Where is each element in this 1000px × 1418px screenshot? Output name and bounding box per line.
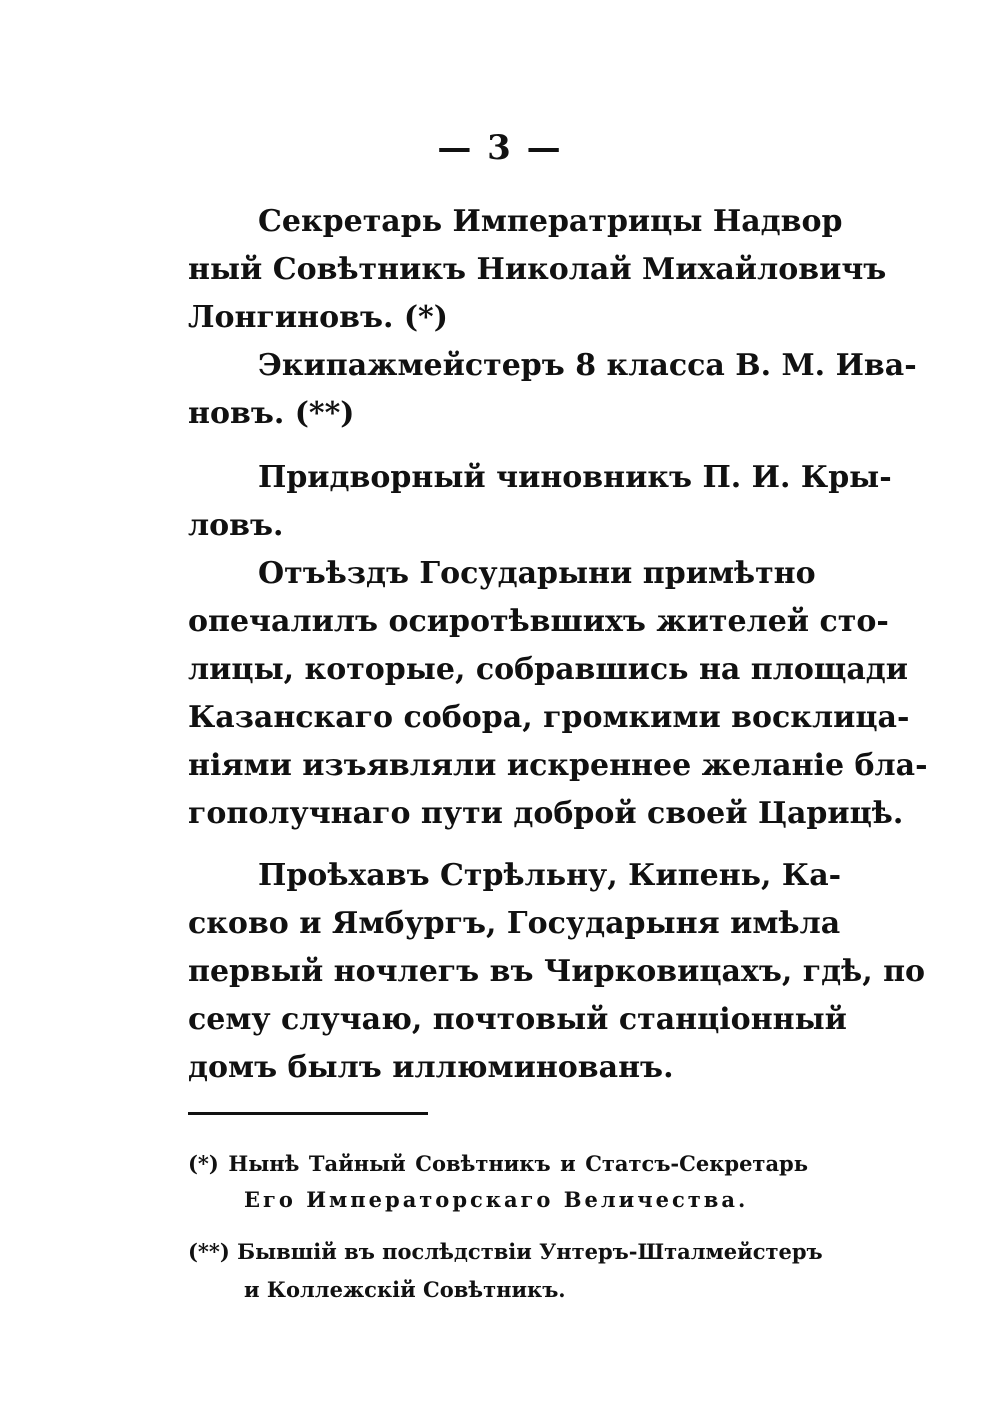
text-line: опечалилъ осиротѣвшихъ жителей сто- (188, 604, 889, 639)
footnote-line: Его Императорскаго Величества. (244, 1187, 749, 1212)
text-line: новъ. (**) (188, 396, 355, 431)
text-line: Лонгиновъ. (*) (188, 300, 448, 335)
text-line: ный Совѣтникъ Николай Михайловичъ (188, 252, 887, 287)
text-line: сково и Ямбургъ, Государыня имѣла (188, 906, 841, 941)
text-line: Экипажмейстеръ 8 класса В. М. Ива- (258, 348, 917, 383)
text-line: Отъѣздъ Государыни примѣтно (258, 556, 816, 591)
text-line: первый ночлегъ въ Чирковицахъ, гдѣ, по (188, 954, 926, 989)
text-line: лицы, которые, собравшись на площади (188, 652, 909, 687)
text-line: Придворный чиновникъ П. И. Кры- (258, 460, 892, 495)
text-line: сему случаю, почтовый станціонный (188, 1002, 847, 1037)
footnote-divider (188, 1112, 428, 1115)
text-line: Казанскаго собора, громкими восклица- (188, 700, 910, 735)
footnote-line: (**) Бывшій въ послѣдствіи Унтеръ-Шталмейстеръ (188, 1239, 823, 1264)
footnote-line: (*) Нынѣ Тайный Совѣтникъ и Статсъ-Секретарь (188, 1151, 808, 1176)
text-line: ловъ. (188, 508, 284, 543)
text-line: Секретарь Императрицы Надвор (258, 204, 843, 239)
page-number: — 3 — (437, 128, 563, 168)
text-line: домъ былъ иллюминованъ. (188, 1050, 674, 1085)
text-line: Проѣхавъ Стрѣльну, Кипень, Ка- (258, 858, 842, 893)
text-line: гополучнаго пути доброй своей Царицѣ. (188, 796, 904, 831)
text-line: ніями изъявляли искреннее желаніе бла- (188, 748, 928, 783)
footnote-line: и Коллежскій Совѣтникъ. (244, 1277, 566, 1302)
